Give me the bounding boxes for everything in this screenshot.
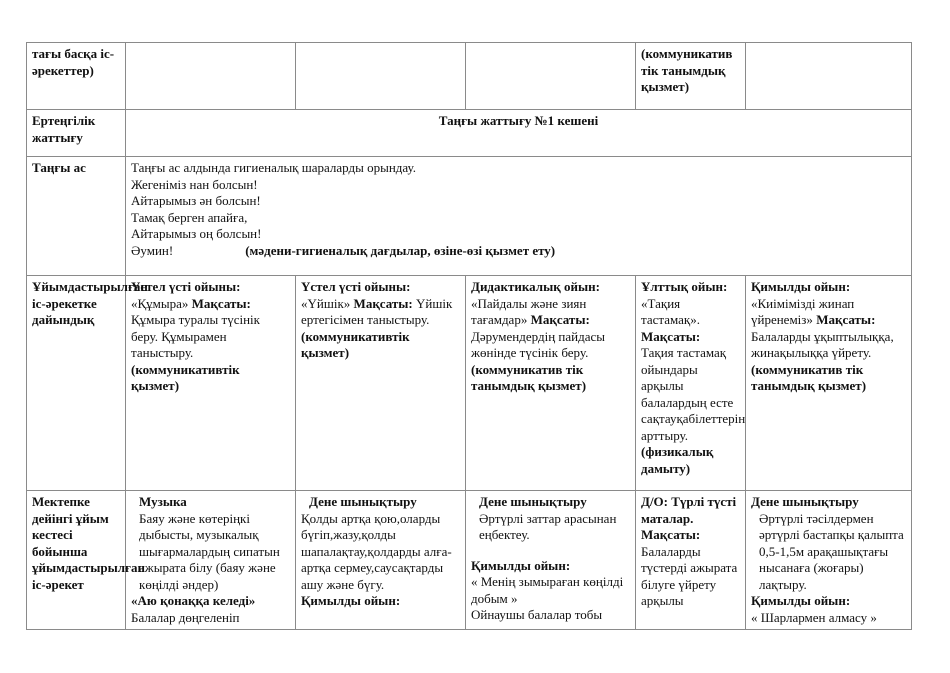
- activity-cell: [296, 491, 466, 630]
- breakfast-cell: [126, 157, 912, 276]
- game-name: «Құмыра»: [131, 295, 189, 311]
- table-row: [27, 43, 912, 110]
- activity-subtitle: Қимылды ойын:: [751, 593, 851, 608]
- game-name: «Пайдалы және зиян тағамдар»: [471, 295, 587, 327]
- game-name: «Тақия тастамақ».: [641, 295, 700, 327]
- table-cell: [126, 43, 296, 110]
- activity-title: Дене шынықтыру: [479, 494, 587, 509]
- daily-plan-table: [26, 42, 912, 630]
- activity-cell: [126, 491, 296, 630]
- goal-label: Мақсаты:: [816, 312, 876, 327]
- table-row: [27, 157, 912, 276]
- activity-text: Балалар дөңгеленіп: [131, 609, 240, 625]
- activity-title: Д/О: Түрлі түсті маталар.: [641, 494, 737, 526]
- table-cell: [296, 43, 466, 110]
- row-label: Мектепке дейінгі ұйым кестесі бойынша ұйымдастырылған іс-әрекет: [27, 491, 126, 630]
- activity-text: Тақия тастамақ ойындары арқылы балалардың есте сақтауқабілеттерін арттыру.: [641, 345, 746, 443]
- activity-text: Әртүрлі заттар арасынан еңбектеу.: [479, 510, 617, 542]
- text-line: Айтарымыз оң болсын!: [131, 226, 262, 241]
- activity-text: Дәрумендердің пайдасы жөнінде түсінік беру.: [471, 328, 605, 360]
- activity-note: (коммуникатив тік танымдық қызмет): [471, 361, 587, 393]
- activity-title: Үстел үсті ойыны:: [301, 279, 411, 294]
- activity-text: Әртүрлі тәсілдермен әртүрлі бастапқы қалыпта 0,5-1,5м арақашықтағы нысанаға (жоғары) лақтыру.: [759, 510, 904, 592]
- activity-cell: [636, 276, 746, 491]
- game-name: «Үйшік»: [301, 295, 351, 311]
- activity-text: Құмыра туралы түсінік беру. Құмырамен таныстыру.: [131, 312, 260, 360]
- table-row: [27, 491, 912, 630]
- row-label: Таңғы ас: [27, 157, 126, 276]
- activity-title: Дене шынықтыру: [309, 494, 417, 509]
- row-label: Ұйымдастырылған іс-әрекетке дайындық: [27, 276, 126, 491]
- activity-note: (коммуникативтік қызмет): [131, 361, 240, 393]
- activity-cell: [636, 491, 746, 630]
- game-name: « Шарлармен алмасу »: [751, 609, 877, 625]
- activity-title: Дидактикалық ойын:: [471, 279, 600, 294]
- activity-cell: [746, 276, 912, 491]
- activity-title: Ұлттық ойын:: [641, 279, 728, 294]
- morning-exercise-cell: Таңғы жаттығу №1 кешені: [126, 110, 912, 157]
- activity-note: (физикалық дамыту): [641, 444, 714, 476]
- game-name: « Менің зымыраған көңілді добым »: [471, 574, 624, 606]
- game-name: «Киімімізді жинап үйренеміз»: [751, 295, 855, 327]
- activity-text: Балаларды түстерді ажырата білуге үйрету арқылы: [641, 543, 738, 608]
- activity-cell: [296, 276, 466, 491]
- activity-title: Дене шынықтыру: [751, 494, 859, 509]
- activity-title: Қимылды ойын:: [751, 279, 851, 294]
- activity-cell: [126, 276, 296, 491]
- text-line: Жегеніміз нан болсын!: [131, 176, 258, 192]
- table-cell: (коммуникатив тік танымдық қызмет): [636, 43, 746, 110]
- table-row: [27, 110, 912, 157]
- goal-label: Мақсаты:: [530, 312, 590, 327]
- activity-text: Ойнаушы балалар тобы: [471, 607, 603, 622]
- activity-title: Музыка: [139, 494, 187, 509]
- activity-note: (коммуникативтік қызмет): [301, 328, 410, 360]
- row-label: тағы басқа іс-әрекеттер): [27, 43, 126, 110]
- table-cell: [746, 43, 912, 110]
- activity-subtitle: Қимылды ойын:: [471, 557, 571, 573]
- activity-subtitle: Қимылды ойын:: [301, 593, 401, 608]
- goal-label: Мақсаты:: [641, 328, 701, 344]
- activity-text: Баяу және көтеріңкі дыбысты, музыкалық шығармалардың сипатын ажырата білу (баяу және көңілді әндер): [139, 510, 280, 592]
- activity-cell: [466, 491, 636, 630]
- table-cell: [466, 43, 636, 110]
- activity-text: Үйшік ертегісімен таныстыру.: [301, 295, 453, 327]
- activity-title: Үстел үсті ойыны:: [131, 279, 241, 294]
- goal-label: Мақсаты:: [641, 527, 701, 542]
- activity-text: Балаларды ұқыптылыққа, жинақылыққа үйрету.: [751, 328, 894, 360]
- row-label: Ертеңгілік жаттығу: [27, 110, 126, 157]
- breakfast-note: (мәдени-гигиеналық дағдылар, өзіне-өзі қызмет ету): [245, 242, 556, 258]
- goal-label: Мақсаты:: [353, 295, 413, 311]
- text-line: Тамақ берген апайға,: [131, 209, 248, 225]
- activity-cell: [746, 491, 912, 630]
- activity-note: (коммуникатив тік танымдық қызмет): [751, 361, 867, 393]
- activity-cell: [466, 276, 636, 491]
- text-line: Әумин!: [131, 242, 174, 258]
- goal-label: Мақсаты:: [191, 295, 251, 311]
- table-row: [27, 276, 912, 491]
- activity-text: Қолды артқа қою,оларды бүгіп,жазу,қолды шапалақтау,қолдарды алға-артқа сермеу,саусақтарды ашу және бүгу.: [301, 510, 452, 592]
- text-line: Айтарымыз ән болсын!: [131, 193, 261, 208]
- game-name: «Аю қонаққа келеді»: [131, 593, 256, 608]
- text-line: Таңғы ас алдында гигиеналық шараларды орындау.: [131, 160, 416, 175]
